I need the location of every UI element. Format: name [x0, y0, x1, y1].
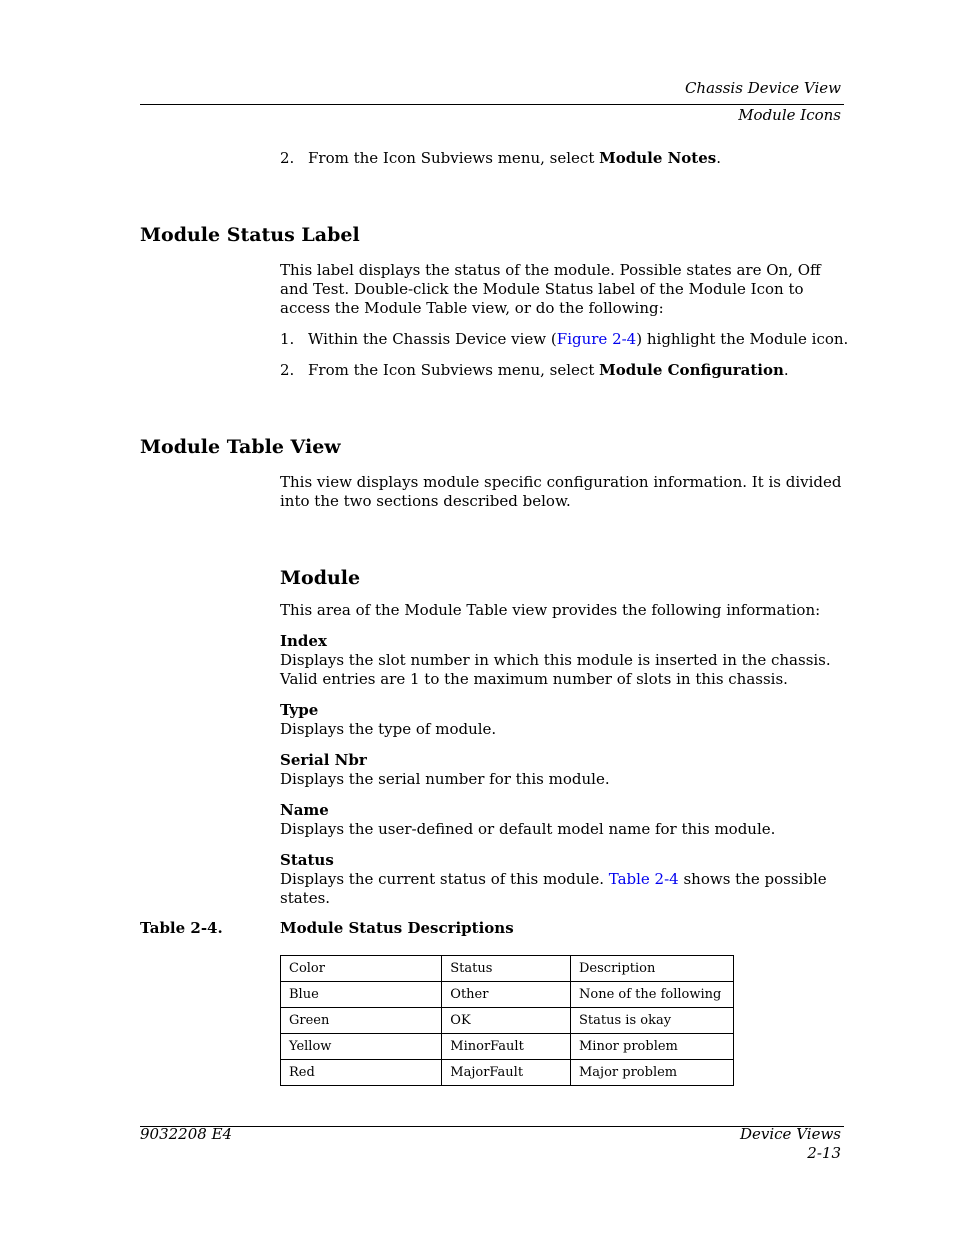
table-cell: Status is okay — [571, 1008, 734, 1034]
table-row — [281, 982, 734, 1008]
figure-2-4-link[interactable]: Figure 2-4 — [556, 330, 637, 348]
table-cell: MinorFault — [442, 1034, 571, 1060]
table-header-row — [281, 956, 734, 982]
footer-section-title: Device Views — [739, 1125, 841, 1143]
section-heading-module-status-label: Module Status Label — [140, 224, 360, 246]
table-cell: Major problem — [571, 1060, 734, 1086]
table-cell: Other — [442, 982, 571, 1008]
term-status: Status — [280, 851, 334, 869]
definition-index: Displays the slot number in which this module is inserted in the chassis. Valid entries are 1 to the maximum number of slots in this chassis. — [280, 651, 831, 688]
status-step-2: 2. From the Icon Subviews menu, select Module Configuration. — [280, 361, 789, 379]
definition-status: Displays the current status of this module. Table 2-4 shows the possible states. — [280, 870, 827, 907]
table-cell: Yellow — [281, 1034, 442, 1060]
table-header-cell: Description — [571, 956, 734, 982]
table-header-cell: Status — [442, 956, 571, 982]
step-menu-item: Module Notes — [599, 149, 717, 167]
module-intro-paragraph: This area of the Module Table view provides the following information: — [280, 601, 821, 619]
running-header-title: Chassis Device View — [684, 79, 841, 97]
definition-type: Displays the type of module. — [280, 720, 497, 738]
table-row — [281, 1060, 734, 1086]
section-heading-module-table-view: Module Table View — [140, 436, 341, 458]
definition-serial-nbr: Displays the serial number for this module. — [280, 770, 610, 788]
term-serial-nbr: Serial Nbr — [280, 751, 367, 769]
footer-page-number: 2-13 — [807, 1144, 841, 1162]
header-rule — [140, 104, 844, 105]
status-step-1: 1. Within the Chassis Device view (Figure 2-4) highlight the Module icon. — [280, 330, 849, 348]
table-2-4-link[interactable]: Table 2-4 — [608, 870, 679, 888]
step-number: 2. — [280, 361, 295, 379]
module-status-label-paragraph: This label displays the status of the module. Possible states are On, Off and Test. Double-click the Module Status label of the Module Icon to access the Module Table view, or do the following: — [280, 261, 821, 317]
subsection-heading-module: Module — [280, 567, 361, 589]
table-header-cell: Color — [281, 956, 442, 982]
term-name: Name — [280, 801, 329, 819]
table-row — [281, 1008, 734, 1034]
table-cell: None of the following — [571, 982, 734, 1008]
module-status-table — [280, 955, 734, 1086]
table-caption-label: Table 2-4. — [140, 919, 223, 937]
table-cell: MajorFault — [442, 1060, 571, 1086]
step-menu-item: Module Configuration — [599, 361, 784, 379]
term-index: Index — [280, 632, 327, 650]
step-text: From the Icon Subviews menu, select — [308, 149, 600, 167]
module-table-view-paragraph: This view displays module specific configuration information. It is divided into the two sections described below. — [280, 473, 842, 510]
intro-step: 2. From the Icon Subviews menu, select Module Notes. — [280, 149, 722, 167]
step-number: 1. — [280, 330, 295, 348]
table-cell: Blue — [281, 982, 442, 1008]
term-type: Type — [280, 701, 319, 719]
step-number: 2. — [280, 149, 295, 167]
table-cell: Green — [281, 1008, 442, 1034]
running-header-subtitle: Module Icons — [738, 106, 841, 124]
footer-rule — [140, 1126, 844, 1127]
footer-doc-number: 9032208 E4 — [140, 1125, 233, 1143]
definition-name: Displays the user-defined or default model name for this module. — [280, 820, 776, 838]
table-caption-title: Module Status Descriptions — [280, 919, 514, 937]
table-row — [281, 1034, 734, 1060]
table-cell: Minor problem — [571, 1034, 734, 1060]
table-cell: OK — [442, 1008, 571, 1034]
table-cell: Red — [281, 1060, 442, 1086]
